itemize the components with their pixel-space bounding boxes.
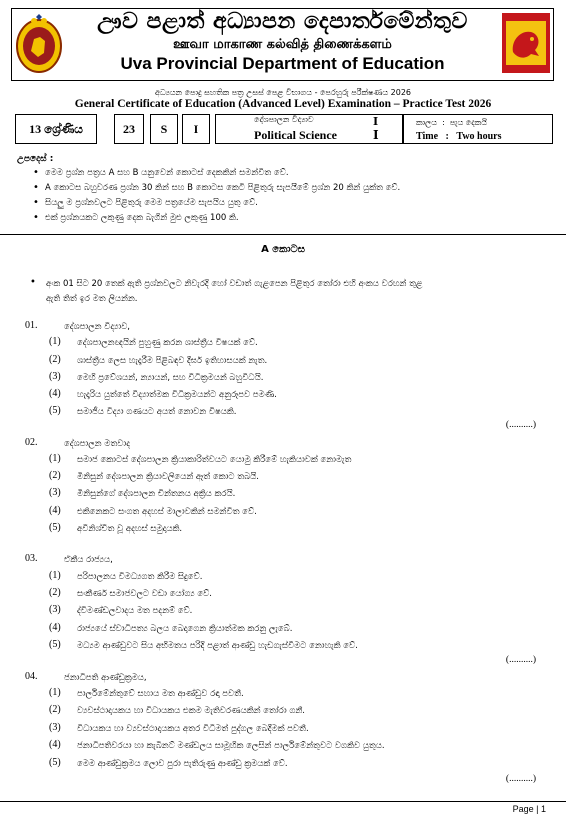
- medium-cell: S: [150, 114, 178, 144]
- question-option: මධ්‍යම ආණ්ඩුවට සිය අභිමතය පරිදි පළාත් ආණ්ඩු හැඩගැස්වීමට නොහැකි වේ.: [77, 641, 358, 651]
- time-box: කාලය : පැය දෙකයි Time : Two hours: [403, 114, 553, 144]
- exam-subtitle-english: General Certificate of Education (Advanced Level) Examination – Practice Test 2026: [74, 98, 492, 110]
- question-option: සමාජ කොටස් දේශපාලන ක්‍රියාකාරිත්වයට යොමු කිරීමේ හැකියාවක් නොමැත: [77, 455, 352, 465]
- exam-info-row: [15, 114, 553, 144]
- option-number: (3): [49, 604, 61, 615]
- question-option: දේශපාලනඥයින් පුහුණු කරන ශාස්ත්‍රීය විෂයක් වේ.: [77, 338, 258, 348]
- part-cell: I: [182, 114, 210, 144]
- question-option: මෙම ආණ්ඩුක්‍රමය ලොව පුරා පැතිරුණු ආණ්ඩු ක්‍රමයක් වේ.: [77, 759, 288, 769]
- time-value-english: Two hours: [456, 131, 502, 142]
- option-number: (3): [49, 371, 61, 382]
- instruction-item: • එක් ප්‍රශ්නයකට ලකුණු දෙක බැගින් මුළු ලකුණු 100 කි.: [45, 213, 239, 223]
- option-number: (1): [49, 336, 61, 347]
- subject-sinhala: දේශපාලන විද්‍යාව: [254, 115, 314, 124]
- option-number: (5): [49, 522, 61, 533]
- answer-blank[interactable]: (..........): [505, 774, 536, 784]
- department-title-english: Uva Provincial Department of Education: [120, 54, 445, 73]
- question-number: 01.: [25, 320, 38, 331]
- option-number: (4): [49, 622, 61, 633]
- question-option: එකිනෙකට සංගත අදහස් මාලාවකින් සමන්විත වේ.: [77, 507, 257, 517]
- question-number: 02.: [25, 437, 38, 448]
- question-option: මිනිසුන් දේශපාලන ක්‍රියාවලියෙන් ඈත් කොට තබයි.: [77, 472, 259, 482]
- question-stem: දේශපාලන මතවාද: [64, 439, 130, 449]
- option-number: (4): [49, 388, 61, 399]
- department-title-sinhala: ඌව පළාත් අධ්‍යාපන දෙපාර්තමේන්තුව: [97, 9, 468, 34]
- question-option: ශාස්ත්‍රීය ලෙස හැදෑරීම පිළිබඳව දීර්ඝ ඉතිහාසයක් නැත.: [77, 356, 268, 366]
- department-title-tamil: ஊவா மாகாண கல்வித் திணைக்களம்: [173, 37, 392, 52]
- sri-lanka-emblem-icon: [14, 13, 64, 75]
- question-option: හැදෑරිය යුත්තේ විද්‍යාත්මක විධික්‍රමයන්ට අනුරූපව පමණි.: [77, 390, 277, 400]
- paper-number-sinhala: I: [373, 115, 379, 128]
- option-number: (5): [49, 405, 61, 416]
- question-option: විධායකය හා ව්‍යවස්ථාදායකය අතර විධිමත් පුද්ගල බෙදීමක් පවතී.: [77, 724, 309, 734]
- option-number: (3): [49, 722, 61, 733]
- direction-bullet: •: [30, 277, 36, 288]
- section-title: A කොටස: [261, 244, 305, 255]
- answer-blank[interactable]: (..........): [505, 420, 536, 430]
- option-number: (1): [49, 453, 61, 464]
- grade-cell: 13 ශ්‍රේණිය: [15, 114, 97, 144]
- question-option: පරිපාලනය විමධ්‍යගත කිරීම සිදුවේ.: [77, 572, 203, 582]
- option-number: (4): [49, 739, 61, 750]
- question-stem: ජනාධිපති ආණ්ඩුක්‍රමය,: [64, 673, 147, 683]
- option-number: (2): [49, 354, 61, 365]
- instruction-item: • මෙම ප්‍රශ්න පත්‍රය A සහ B යනුවෙන් කොටස් දෙකකින් සමන්විත වේ.: [45, 168, 289, 178]
- question-option: ජනාධිපතිවරයා හා කැබිනට් මණ්ඩලය සාමූහික ලෙසින් පාර්ලිමේන්තුවට වගකිව යුතුය.: [77, 741, 385, 751]
- question-option: මෙහි ප්‍රවේශයන්, න්‍යායන්, සහ විධික්‍රමයන් බහුවිධයි.: [77, 373, 264, 383]
- option-number: (3): [49, 487, 61, 498]
- subject-code-cell: 23: [114, 114, 144, 144]
- option-number: (5): [49, 639, 61, 650]
- option-number: (4): [49, 505, 61, 516]
- time-value-sinhala: පැය දෙකයි: [449, 118, 488, 127]
- time-label-sinhala: කාලය: [416, 118, 437, 127]
- question-option: ව්‍යවස්ථාදායකය හා විධායකය එකම මැතිවරණයකින් තෝරා ගනී.: [77, 706, 305, 716]
- question-option: මිනිසුන්ගේ දේශපාලන චින්තනය අක්‍රිය කරයි.: [77, 489, 236, 499]
- question-number: 03.: [25, 553, 38, 564]
- section-divider: [0, 234, 566, 235]
- option-number: (5): [49, 757, 61, 768]
- option-number: (2): [49, 470, 61, 481]
- question-option: රාජ්‍යයේ ස්වාධිපත්‍ය බලය බෙදාගෙන ක්‍රියාත්මක කරනු ලැබේ.: [77, 624, 293, 634]
- question-option: සමාජීය විද්‍යා ගණයට අයත් නොවන විෂයකි.: [77, 407, 237, 417]
- option-number: (2): [49, 587, 61, 598]
- direction-line: ඇති තිත් ඉර මත ලියන්න.: [46, 294, 138, 304]
- instruction-item: • සියලු ම ප්‍රශ්නවලට පිළිතුරු මෙම පත්‍රයේම සැපයිය යුතු වේ.: [45, 198, 258, 208]
- page-number: Page | 1: [512, 804, 546, 814]
- instruction-item: • A කොටස බහුවරණ ප්‍රශ්න 30 කින් සහ B කොටස කෙටි පිළිතුරු සැපයීමේ ප්‍රශ්න 20 කින් යුක්ත වේ.: [45, 183, 400, 193]
- direction-line: අංක 01 සිට 20 තෙක් ඇති ප්‍රශ්නවලට නිවැරදි හෝ වඩාත් ගැළපෙන පිළිතුර තෝරා එහි අංකය වරහන් තුළ: [46, 279, 423, 289]
- subject-english: Political Science: [254, 128, 337, 142]
- answer-blank[interactable]: (..........): [505, 655, 536, 665]
- question-stem: ඒකීය රාජ්‍යය,: [64, 555, 113, 565]
- option-number: (1): [49, 687, 61, 698]
- question-option: සංකීර්ණ සමාජවලට වඩා යෝග්‍ය වේ.: [77, 589, 212, 599]
- option-number: (2): [49, 704, 61, 715]
- option-number: (1): [49, 570, 61, 581]
- footer-divider: [0, 801, 566, 802]
- question-number: 04.: [25, 671, 38, 682]
- question-option: පාර්ලිමේන්තුවේ සහාය මත ආණ්ඩුව රඳා පවතී.: [77, 689, 244, 699]
- question-option: ද්විමණ්ඩලවාදය මත පදනම් වේ.: [77, 606, 193, 616]
- time-label-english: Time: [416, 131, 439, 142]
- exam-subtitle-sinhala: අධ්‍යයන පොදු සහතික පත්‍ර උසස් පෙළ විභාගය - පෙරහුරු පරීක්ෂණය 2026: [154, 88, 412, 97]
- province-flag-logo-icon: [501, 12, 551, 74]
- question-stem: දේශපාලන විද්‍යාව,: [64, 322, 131, 332]
- instructions-title: උපදෙස් :: [17, 154, 54, 164]
- question-option: අවිනිශ්චිත වූ අදහස් සමුදායකි.: [77, 524, 183, 534]
- paper-number-english: I: [373, 128, 379, 142]
